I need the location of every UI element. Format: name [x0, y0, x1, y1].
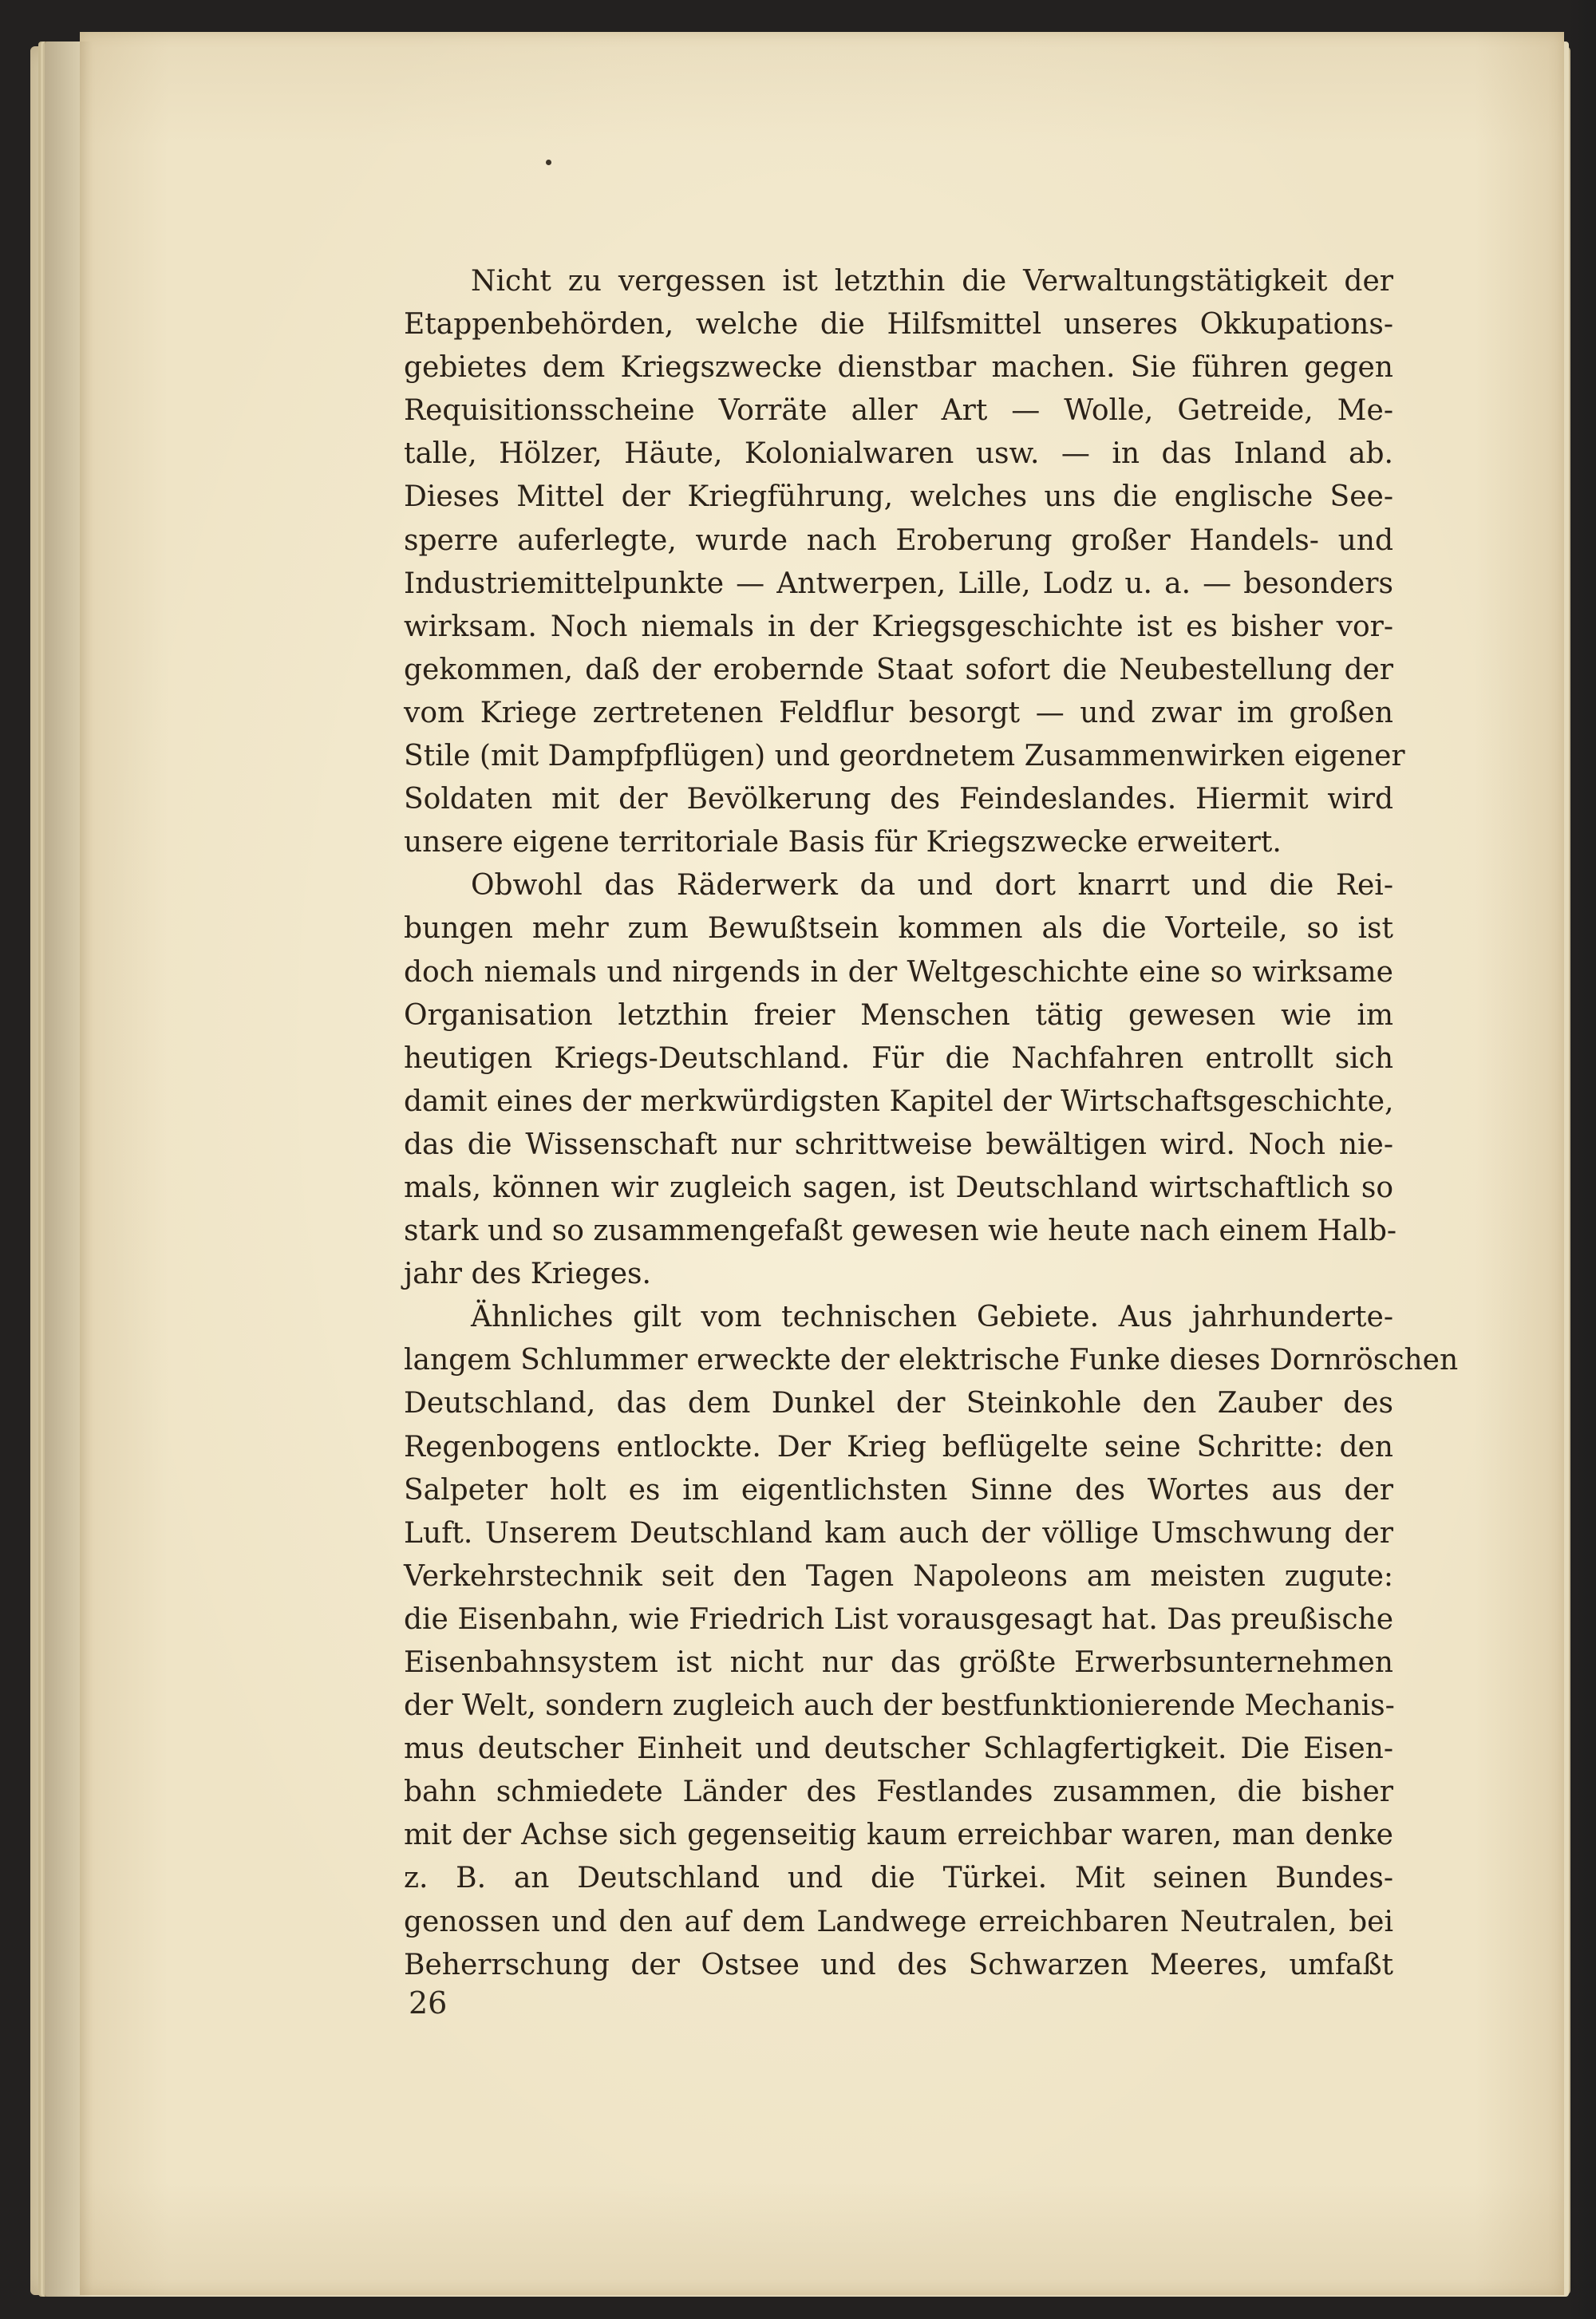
text-line: das die Wissenschaft nur schrittweise bewältigen wird. Noch nie-: [404, 1128, 1393, 1161]
text-line: genossen und den auf dem Landwege erreichbaren Neutralen, bei: [404, 1905, 1393, 1938]
text-line: Requisitionsscheine Vorräte aller Art — Wolle, Getreide, Me-: [404, 394, 1393, 428]
text-line: Beherrschung der Ostsee und des Schwarzen Meeres, umfaßt: [404, 1948, 1393, 1981]
text-line: gekommen, daß der erobernde Staat sofort die Neubestellung der: [404, 653, 1393, 686]
text-line: Organisation letzthin freier Menschen tätig gewesen wie im: [404, 998, 1393, 1032]
text-line: Luft. Unserem Deutschland kam auch der völlige Umschwung der: [404, 1516, 1393, 1550]
text-line: doch niemals und nirgends in der Weltgeschichte eine so wirksame: [404, 955, 1393, 989]
text-line: mals, können wir zugleich sagen, ist Deutschland wirtschaftlich so: [404, 1171, 1393, 1204]
text-line: unsere eigene territoriale Basis für Kriegszwecke erweitert.: [404, 826, 1282, 859]
text-line: talle, Hölzer, Häute, Kolonialwaren usw. — in das Inland ab.: [404, 437, 1393, 471]
text-line: vom Kriege zertretenen Feldflur besorgt — und zwar im großen: [404, 696, 1393, 729]
text-line: mit der Achse sich gegenseitig kaum erreichbar waren, man denke: [404, 1819, 1393, 1852]
text-line: Stile (mit Dampfpflügen) und geordnetem Zusammenwirken eigener: [404, 740, 1405, 773]
text-line: Regenbogens entlockte. Der Krieg beflügelte seine Schritte: den: [404, 1430, 1393, 1464]
text-line: Dieses Mittel der Kriegführung, welches uns die englische See-: [404, 480, 1393, 514]
text-line: heutigen Kriegs-Deutschland. Für die Nachfahren entrollt sich: [404, 1041, 1393, 1075]
text-line: Nicht zu vergessen ist letzthin die Verwaltungstätigkeit der: [471, 265, 1393, 298]
text-line: Verkehrstechnik seit den Tagen Napoleons am meisten zugute:: [404, 1559, 1393, 1593]
text-line: jahr des Krieges.: [404, 1258, 651, 1291]
text-line: z. B. an Deutschland und die Türkei. Mit seinen Bundes-: [404, 1862, 1393, 1895]
text-line: damit eines der merkwürdigsten Kapitel der Wirtschaftsgeschichte,: [404, 1084, 1394, 1118]
page-number: 26: [409, 1985, 448, 2021]
paper-speck: [546, 160, 551, 165]
text-line: der Welt, sondern zugleich auch der bestfunktionierende Mechanis-: [404, 1689, 1395, 1723]
text-line: gebietes dem Kriegszwecke dienstbar machen. Sie führen gegen: [404, 351, 1393, 385]
text-line: wirksam. Noch niemals in der Kriegsgeschichte ist es bisher vor-: [404, 610, 1393, 643]
text-line: Ähnliches gilt vom technischen Gebiete. Aus jahrhunderte-: [471, 1301, 1393, 1334]
text-line: bahn schmiedete Länder des Festlandes zusammen, die bisher: [404, 1776, 1393, 1809]
body-text: [404, 260, 1459, 1987]
text-line: die Eisenbahn, wie Friedrich List vorausgesagt hat. Das preußische: [404, 1602, 1393, 1636]
text-line: sperre auferlegte, wurde nach Eroberung großer Handels- und: [404, 523, 1393, 557]
text-line: mus deutscher Einheit und deutscher Schlagfertigkeit. Die Eisen-: [404, 1732, 1393, 1766]
text-line: Obwohl das Räderwerk da und dort knarrt und die Rei-: [471, 869, 1393, 903]
text-line: Eisenbahnsystem ist nicht nur das größte Erwerbsunternehmen: [404, 1646, 1393, 1679]
right-edge-shadow: [1569, 0, 1596, 2319]
text-line: Industriemittelpunkte — Antwerpen, Lille, Lodz u. a. — besonders: [404, 567, 1393, 600]
text-line: stark und so zusammengefaßt gewesen wie heute nach einem Halb-: [404, 1215, 1397, 1248]
text-line: Salpeter holt es im eigentlichsten Sinne des Wortes aus der: [404, 1473, 1393, 1507]
text-line: Soldaten mit der Bevölkerung des Feindeslandes. Hiermit wird: [404, 783, 1393, 816]
text-line: langem Schlummer erweckte der elektrische Funke dieses Dornröschen: [404, 1344, 1459, 1377]
text-line: Deutschland, das dem Dunkel der Steinkohle den Zauber des: [404, 1387, 1393, 1420]
text-line: Etappenbehörden, welche die Hilfsmittel unseres Okkupations-: [404, 308, 1393, 342]
text-line: bungen mehr zum Bewußtsein kommen als die Vorteile, so ist: [404, 912, 1393, 946]
